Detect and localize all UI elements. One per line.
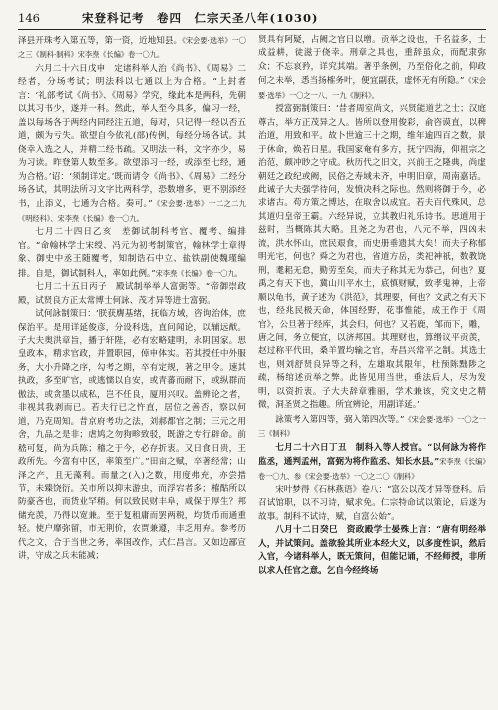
page-header — [18, 6, 486, 30]
paragraph-text: 贤具有阿疑，占阙之官日以增。贡举之设也，千名益多，士成益耕，徒滋于侥幸。刑章之具也，重辞虽众，而配隶弥众；不忘哀矜，详究其端。著乎条例，乃至俗化之前，仰政何之未举，悉当扬榷务叶，便宜副获，虚怀无有所隐。” — [258, 35, 486, 87]
source-citation: 宋李焘《长编》卷一〇九、参《宋会要·选举》一〇之二〇《制科》 — [258, 457, 486, 481]
paragraph-text: 授富弼制策曰：‘昔者周室尚文，兴贤能道艺之士；汉庭尊古，举方正茂异之人。皆所以登用俊彩，俞咨谟直，以稗治道，用致和平。故卜世逾三十之期，维年逾四百之数，景于休命，焕若日星。我国家奄有多方，抚宁四海，仰祖宗之治范，颇冲眇之守成。秋历代之旧文，兴前王之隆典，尚虚朝廷之政纪或阙，民俗之寿域未齐，申明旧章，周南嘉话。此诚子大夫强学待问，发愤决科之际也。然则将御于今，必求诸古。苟方策之博达，在取舍以成宜。若夫百代殊风，总其道归皇帝王霸。六经异说，立其教归礼乐诗书。思道用于兹时，当概陈其大略。且尧之为君也，八元不举，四凶未流，洪水怀山，庶民艰食，而史册垂遗其大矣！而夫子称郁明光宅，何也？舜之为君也，省道方岳，类祀神祇，数教饶刑，耄耜无怠，勤劳至矣，而夫子称其无为恭己，何也？夏禹之有天下也，冀山川平水土，底慎财赋，致孝鬼神，上帝顺以龟书，黄子述为《洪范》，其理要，何也？文武之有天下也，经兆民极天命，体国经野，花事惟能，成王作于《周官》，公旦著于经库，其会归，何也？又若鹿，邹而下，雕，唐之间，务立便宜，以济邦国。其理财也，算缗议平贡羡，赵过称平代田，桑羊置均输之官，寿昌兴常平之制。其选士也，则刘舒贤良异等之科，左雄取其限年，杜预陈黜陟之疏，杨绾述贡举之弊。此皆见用当世，垂法后人，尽为发明，以资折衷。子大夫辞章雅丽，学术兼该，究文史之精微，洞圣贤之指趣。所宜辨论，用副详延。’ — [258, 104, 486, 411]
paragraph-text: 七月二十六日丁丑 制科入等人授官。“以何詠为将作监丞，通判孟州，富弼为将作监丞、知长水县。” — [258, 442, 486, 468]
source-citation: 《宋会要·选举》一〇之一八、一九《制科》。 — [258, 76, 486, 100]
paragraph — [18, 34, 246, 63]
paragraph-text: 八月十二日癸巳 资政殿学士晏殊上言：“唐有明经举人，并试策问。盖欲验其所业本经大义，以多度性识，然后入官，今诸科举人，既无策问，但能记诵，不经师授，非所以求人任官之意。乞自今经终场 — [258, 525, 486, 576]
paragraph — [258, 103, 486, 412]
paragraph — [18, 226, 246, 281]
source-citation: 《宋会要·选举》一二之二九《明经科》、宋李焘《长编》卷一〇九。 — [18, 199, 246, 223]
source-citation: 《宋会要·选举》一〇之一三《制科》 — [258, 414, 486, 439]
source-citation: 《宋会要·选举》一〇之三《制科·制科》宋李焘《长编》卷一〇九。 — [18, 36, 246, 60]
right-column — [258, 34, 486, 578]
paragraph — [258, 413, 486, 442]
paragraph-text: 宋叶梦得《石林燕语》卷八：“富公以茂才异等登科。后召试馆职，以不习诗，赋求免。仁宗特命试以策论，后遂为故事。制科不试诗，赋，自富公始”。 — [258, 484, 486, 522]
paragraph-text: 七月二十五日丙子 殿试制举举人富弼等。“帝御崇政殿，试贤良方正太常博士何詠、茂才异等进士富弼。 — [18, 282, 246, 306]
source-citation: 宋李焘《长编》卷一〇九。 — [155, 268, 242, 278]
paragraph-text: 詠策考入第四等，弼入第四次等。” — [275, 414, 405, 425]
page-number: 146 — [18, 11, 40, 25]
left-column — [18, 34, 246, 578]
running-title: 宋登科记考 卷四 仁宗天圣八年(1030) — [82, 11, 319, 25]
text-columns — [18, 34, 486, 578]
paragraph — [18, 308, 246, 564]
paragraph-text: 六月二十六日戊申 定诸科举人治《尚书》、《周易》二经者，分场考试；明法科以七通以上为合格。“上封者言：‘礼部考试《尚书》、《周易》学究，缘此本是两科，先朝以其习书少，遂并一科。然此，举人至今具多，偏习一经，盖以每场各于两经内同经注五道，每对，只记得一经以否五道，颇为亏失。欲望自今依礼(部)传例，每经分场各试。其侥幸入选之人，并精二经书疏。又明法一科，文字亦少，易为习读。昨登第人数至多。欲望添习一经，或添至七经，通为合格。’诏：‘须制详定。’既而请令《尚书》、《周易》二经分场各试，其明法所习文字比两科学，恐数增多，更不别添经书，止添义，七通为合格。奏可。” — [18, 63, 246, 210]
paragraph — [258, 442, 486, 484]
paragraph — [18, 63, 246, 226]
paragraph — [18, 281, 246, 308]
paragraph-text: 试何詠制策曰：‘朕获膺基绪，抚临方域，咨询治体，庶保治平。是用详延俊彦，分设科选，直问闻论，以辅远猷。子大夫奥洪章旨，播于轩陛，必有宏略建明，永阴国家。思皇政本，精求官政，并置职园，倬申体实。若其授任中外服务，大小升降之序，勾考之期，卒有定规，著之甲令。速其执政，多至旷官，或逃懦以自安，或青蕃而耐下，或纵群而傲法，或贪墨以成私，岂不任良，厦用兴叹。盖辨论之者，非视其我剥而已。若夫行已之忤直，居位之善否，察以何道，乃克周知。昔京府考功之法，刘郝都官之制；三元之用舍，九品之是非；虐鸠之勿狗畛致驳，既游之专行辟命。前嵇可复，尚为兵陈；稽之于今，必存折衷。又日食日贵，王政所先。今富有中区，率策至广。”田亩之赋，卒著经常；山泽之产，且无藻利。而量之(入)之数，用度弗充，亦尝措节，未臻饶衍。关市所以抑末游虫，而浮宕者多；榷酤所以防豪吝也，而货业罕稍。何以致民财丰阜，咸保于厚生？邦储充羡，乃得以宽兼。至于复租庸而罢两税，均货币而通重轻。使户靡弥留，市无荆价，农贾兼遵，丰乏用弃。参考历代之文，合于当世之务，率国改作，式仁昌言。又如边鄙宣讲，守成之兵未能减； — [18, 309, 246, 562]
paragraph — [258, 34, 486, 103]
paragraph — [258, 484, 486, 524]
paragraph — [258, 524, 486, 578]
paragraph-text: 七月二十四日乙亥 差御试制科考官、覆考、编排官。“命翰林学士宋绶、冯元为初考制策官，翰林学士章得象、御史中丞王随覆考，知制诰石中立、盐铁副使魏瑾编排。自是，御试制科人，率如此例。” — [18, 227, 246, 279]
paragraph-text: 泽县开珠考入第五等，第一资，近地知县。 — [18, 36, 183, 46]
